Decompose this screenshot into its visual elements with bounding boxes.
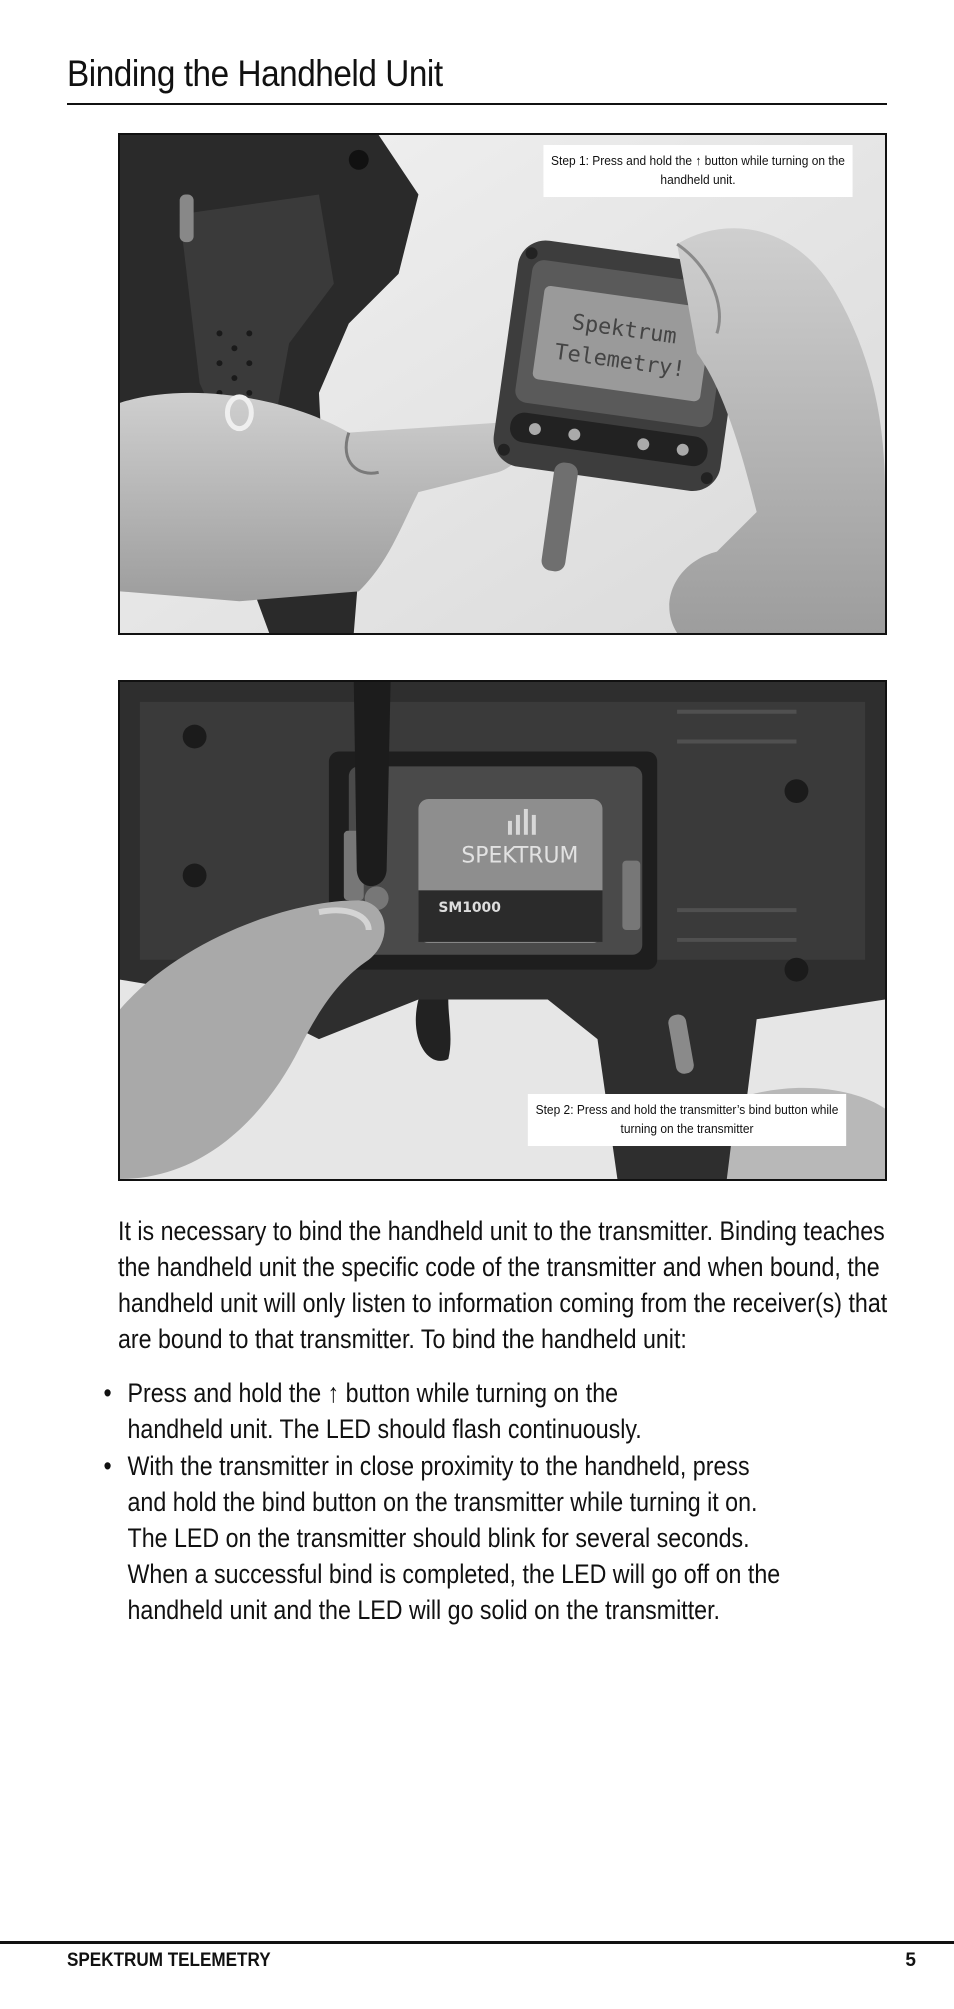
step1-caption-end: button while turning on the handheld unit. bbox=[660, 153, 845, 187]
screen-text-1: Spektrum bbox=[570, 310, 679, 350]
up-arrow-icon: ↑ bbox=[327, 1378, 340, 1408]
bullet-icon: • bbox=[103, 1378, 112, 1408]
module-model: SM1000 bbox=[438, 900, 501, 917]
step1-photo bbox=[118, 133, 887, 635]
step2-caption: Step 2: Press and hold the transmitter’s bind button while turning on the transmitter bbox=[528, 1094, 846, 1146]
page-number: 5 bbox=[905, 1950, 916, 1971]
list-item bbox=[100, 1448, 874, 1628]
handheld-unit-illustration bbox=[120, 135, 885, 633]
step1-text-start: Press and hold the bbox=[127, 1378, 328, 1408]
step1-caption bbox=[543, 145, 852, 197]
step2-photo bbox=[118, 680, 887, 1181]
step1-text-end: button while turning on the handheld unit. The LED should flash continuously. bbox=[127, 1378, 642, 1444]
bind-steps-list bbox=[100, 1375, 874, 1629]
module-brand: SPEKTRUM bbox=[461, 843, 579, 869]
intro-paragraph: It is necessary to bind the handheld unit to the transmitter. Binding teaches the handheld unit the specific code of the transmitter and when bound, the handheld unit will only listen to information coming from the receiver(s) that are bound to that transmitter. To bind the handheld unit: bbox=[118, 1216, 888, 1354]
title-rule bbox=[67, 103, 887, 105]
step1-caption-start: Step 1: Press and hold the bbox=[551, 153, 696, 168]
step2-text: With the transmitter in close proximity to the handheld, press and hold the bind button on the transmitter while turning it on. The LED on the transmitter should blink for several seconds. When a successful bind is completed, the LED will go off on the handheld unit and the LED will go solid on the transmitter. bbox=[127, 1451, 781, 1625]
footer-rule bbox=[0, 1941, 954, 1944]
footer-brand: SPEKTRUM TELEMETRY bbox=[67, 1950, 271, 1971]
list-item bbox=[100, 1375, 874, 1447]
bullet-icon: • bbox=[103, 1451, 112, 1481]
up-arrow-icon: ↑ bbox=[695, 153, 702, 168]
page-title: Binding the Handheld Unit bbox=[67, 53, 443, 94]
screen-text-2: Telemetry! bbox=[552, 339, 687, 383]
